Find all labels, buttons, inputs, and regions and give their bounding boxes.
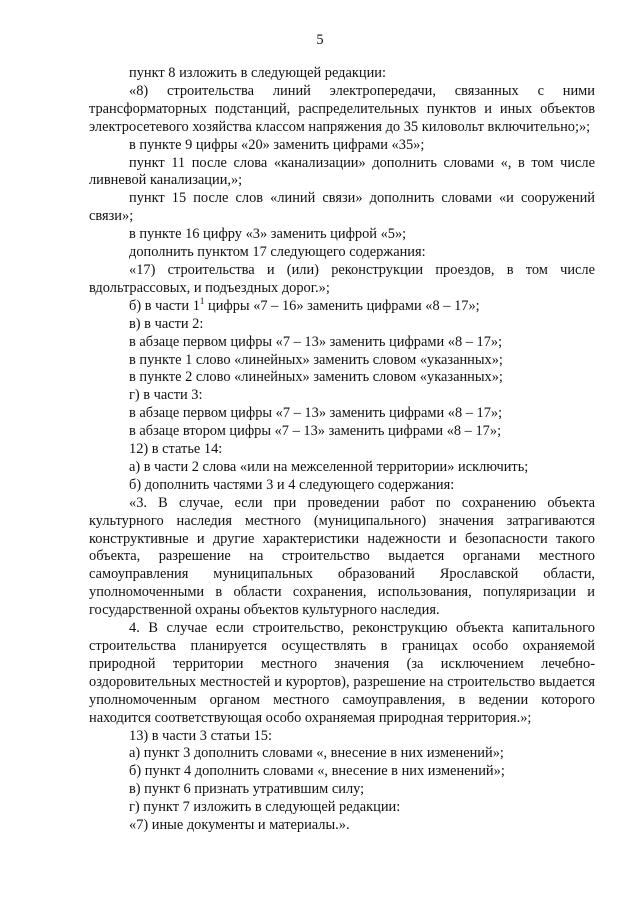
paragraph: г) пункт 7 изложить в следующей редакции: [129, 799, 401, 816]
paragraph: «3. В случае, если при проведении работ по сохранению объекта культурного наследия местного (муниципального) значения затрагиваются конструктивные и другие характеристики надежности и безопасности такого объекта, разрешение на строительство выдается органами местного самоуправления муниципальных образований Ярославской области, уполномоченными в области сохранения, использования, популяризации и государственной охраны объектов культурного наследия. [89, 494, 595, 619]
paragraph: в) пункт 6 признать утратившим силу; [129, 781, 365, 798]
paragraph: 13) в части 3 статьи 15: [129, 727, 272, 744]
paragraph: 12) в статье 14: [129, 441, 223, 458]
paragraph: в пункте 16 цифру «3» заменить цифрой «5»; [129, 226, 407, 243]
paragraph: в пункте 1 слово «линейных» заменить словом «указанных»; [129, 351, 503, 368]
paragraph: б) дополнить частями 3 и 4 следующего содержания: [129, 476, 455, 493]
page-number: 5 [316, 32, 324, 48]
paragraph-text: цифры «7 – 16» заменить цифрами «8 – 17»; [204, 297, 480, 314]
paragraph: в пункте 2 слово «линейных» заменить словом «указанных»; [129, 369, 503, 386]
paragraph: в) в части 2: [129, 315, 204, 332]
paragraph: 4. В случае если строительство, реконструкцию объекта капитального строительства планируется осуществлять в границах особо охраняемой природной территории местного значения (за исключением лечебно-оздоровительных местностей и курортов), разрешение на строительство выдается уполномоченным органом местного самоуправления, в ведении которого находится соответствующая особо охраняемая природная территория.»; [89, 620, 595, 726]
paragraph: в абзаце первом цифры «7 – 13» заменить цифрами «8 – 17»; [129, 333, 503, 350]
paragraph: в абзаце первом цифры «7 – 13» заменить цифрами «8 – 17»; [129, 405, 503, 422]
paragraph: «8) строительства линий электропередачи, связанных с ними трансформаторных подстанций, распределительных пунктов и иных объектов электросетевого хозяйства классом напряжения до 35 киловольт включительно;»; [89, 82, 595, 135]
paragraph: б) пункт 4 дополнить словами «, внесение в них изменений»; [129, 763, 505, 780]
paragraph: «7) иные документы и материалы.». [129, 817, 350, 834]
document-body [89, 65, 595, 835]
paragraph-text: б) в части 1 [129, 297, 200, 314]
paragraph: а) в части 2 слова «или на межселенной территории» исключить; [129, 458, 529, 475]
superscript: 1 [199, 295, 205, 306]
paragraph: дополнить пунктом 17 следующего содержания: [129, 244, 426, 261]
paragraph: пункт 8 изложить в следующей редакции: [129, 65, 386, 81]
paragraph-part-1-amendment [89, 295, 595, 316]
paragraph: пункт 15 после слов «линий связи» дополнить словами «и сооружений связи»; [89, 190, 595, 225]
paragraph: г) в части 3: [129, 387, 203, 404]
paragraph: пункт 11 после слова «канализации» дополнить словами «, в том числе ливневой канализации,»; [89, 154, 595, 189]
paragraph: а) пункт 3 дополнить словами «, внесение в них изменений»; [129, 745, 504, 762]
paragraph: «17) строительства и (или) реконструкции проездов, в том числе вдольтрассовых, и подъездных дорог.»; [89, 261, 595, 296]
paragraph: в абзаце втором цифры «7 – 13» заменить цифрами «8 – 17»; [129, 423, 502, 440]
paragraph: в пункте 9 цифры «20» заменить цифрами «35»; [129, 136, 425, 153]
